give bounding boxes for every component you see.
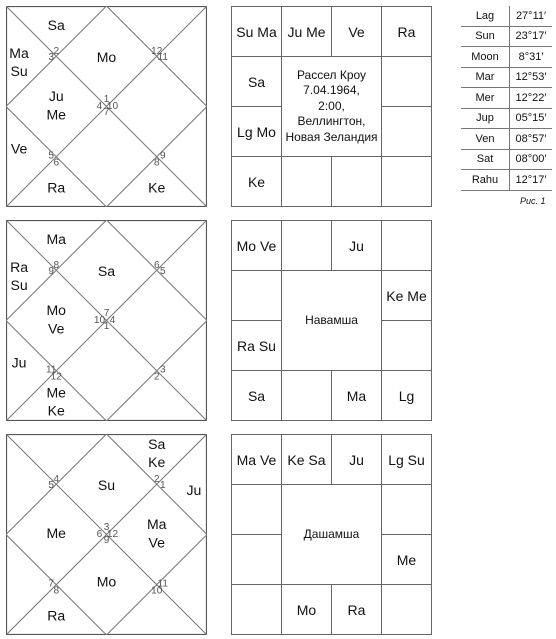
navamsha-cell	[382, 321, 432, 371]
planet-degree: 27°11′	[510, 6, 553, 26]
house-number: 11	[46, 364, 57, 376]
planet-label: Ma	[146, 516, 167, 533]
house-number: 9	[48, 265, 55, 277]
house-number: 3	[159, 364, 166, 376]
house-number: 4	[96, 101, 103, 113]
planet-label: Ke	[148, 453, 166, 470]
house-number: 11	[157, 51, 168, 63]
house-number: 2	[153, 473, 160, 485]
house-number: 7	[103, 107, 110, 119]
house-number: 6	[96, 529, 103, 541]
house-number: 3	[103, 522, 110, 534]
table-row	[461, 129, 552, 150]
dashamsha-cell	[232, 485, 282, 535]
house-number: 8	[53, 259, 60, 271]
planet-degrees-table	[461, 6, 552, 191]
planet-label: Ju	[11, 354, 27, 371]
house-number: 12	[151, 45, 163, 57]
rasi-cell: Ju Me	[282, 7, 332, 57]
house-number: 6	[53, 157, 60, 169]
planet-label: Ve	[10, 140, 28, 157]
dashamsha-title	[282, 485, 382, 585]
planet-name: Ven	[461, 129, 510, 150]
house-number: 8	[153, 157, 160, 169]
rasi-cell: Ra	[382, 7, 432, 57]
planet-label: Me	[46, 384, 67, 401]
planet-label: Ra	[47, 607, 66, 624]
house-number: 1	[103, 321, 110, 333]
navamsha-cell: Sa	[232, 371, 282, 421]
rasi-birth-info	[282, 57, 382, 157]
planet-label: Ke	[47, 402, 65, 419]
dashamsha-cell: Ma Ve	[232, 435, 282, 485]
house-number: 3	[48, 51, 55, 63]
dashamsha-square-chart	[231, 434, 432, 635]
planet-label: Sa	[97, 262, 116, 279]
house-number: 5	[48, 150, 55, 162]
house-number: 5	[48, 479, 55, 491]
planet-label: Ju	[186, 482, 202, 499]
navamsha-cell: Ke Me	[382, 271, 432, 321]
rasi-cell: Su Ma	[232, 7, 282, 57]
planet-label: Me	[46, 525, 67, 542]
navamsha-cell: Mo Ve	[232, 221, 282, 271]
house-number: 8	[53, 585, 60, 597]
navamsha-label: Навамша	[305, 312, 358, 327]
dashamsha-cell: Ju	[332, 435, 382, 485]
dashamsha-label: Дашамша	[303, 526, 360, 541]
dashamsha-cell	[232, 585, 282, 635]
house-number: 4	[109, 315, 116, 327]
planet-label: Ra	[47, 179, 66, 196]
navamsha-cell	[282, 221, 332, 271]
rasi-cell: Ke	[232, 157, 282, 207]
rasi-cell	[332, 157, 382, 207]
table-row	[461, 47, 552, 68]
planet-degree: 12°17′	[510, 170, 553, 191]
planet-degree: 12°53′	[510, 67, 553, 88]
rasi-cell: Sa	[232, 57, 282, 107]
planet-label: Ve	[148, 534, 165, 551]
dashamsha-cell	[382, 585, 432, 635]
planet-name: Sun	[461, 26, 510, 47]
planet-name: Rahu	[461, 170, 510, 191]
navamsha-cell	[232, 271, 282, 321]
dashamsha-cell: Mo	[282, 585, 332, 635]
dashamsha-cell	[232, 535, 282, 585]
planet-label: Ju	[48, 88, 64, 105]
house-number: 10	[93, 315, 106, 327]
house-number: 4	[53, 473, 60, 485]
table-row	[461, 26, 552, 47]
planet-label: Su	[97, 476, 116, 493]
navamsha-cell: Ju	[332, 221, 382, 271]
rasi-cell	[382, 57, 432, 107]
dashamsha-cell: Me	[382, 535, 432, 585]
table-row	[461, 149, 552, 170]
planet-label: Mo	[46, 302, 67, 319]
house-number: 2	[153, 371, 160, 383]
dashamsha-cell: Ke Sa	[282, 435, 332, 485]
table-row	[461, 170, 552, 191]
figure-caption: Рис. 1	[520, 196, 546, 206]
planet-degree: 23°17′	[510, 26, 553, 47]
planet-label: Ma	[9, 44, 29, 61]
planet-name: Mer	[461, 88, 510, 109]
rasi-cell: Lg Mo	[232, 107, 282, 157]
navamsha-cell	[382, 221, 432, 271]
navamsha-cell: Lg	[382, 371, 432, 421]
house-number: 7	[103, 308, 110, 320]
planet-label: Sa	[47, 16, 65, 33]
planet-name: Mar	[461, 67, 510, 88]
house-number: 1	[159, 479, 166, 491]
house-number: 7	[48, 578, 55, 590]
rasi-diamond-chart	[6, 6, 207, 207]
house-number: 6	[153, 259, 160, 271]
house-number: 12	[106, 529, 119, 541]
navamsha-title	[282, 271, 382, 371]
planet-degree: 08°00′	[510, 149, 553, 170]
planet-label: Ve	[48, 320, 65, 337]
planet-label: Ke	[148, 179, 166, 196]
planet-label: Ma	[46, 230, 67, 247]
dashamsha-cell: Ra	[332, 585, 382, 635]
planet-name: Moon	[461, 47, 510, 68]
house-number: 10	[106, 101, 119, 113]
house-number: 9	[103, 535, 110, 547]
house-number: 2	[53, 45, 60, 57]
rasi-cell	[282, 157, 332, 207]
planet-name: Sat	[461, 149, 510, 170]
house-number: 5	[159, 265, 166, 277]
table-row	[461, 88, 552, 109]
dashamsha-diamond-chart	[6, 434, 207, 635]
planet-degree: 08°57′	[510, 129, 553, 150]
rasi-cell: Ve	[332, 7, 382, 57]
house-number: 10	[151, 585, 163, 597]
table-row	[461, 67, 552, 88]
table-row	[461, 108, 552, 129]
rasi-cell	[382, 107, 432, 157]
rasi-square-chart	[231, 6, 432, 207]
planet-label: Sa	[148, 435, 166, 452]
birth-info-text: Рассел Кроу 7.04.1964, 2:00, Веллингтон, Новая Зеландия	[285, 67, 378, 144]
planet-name: Lag	[461, 6, 510, 26]
navamsha-diamond-chart	[6, 220, 207, 421]
planet-name: Jup	[461, 108, 510, 129]
dashamsha-cell: Lg Su	[382, 435, 432, 485]
house-number: 11	[157, 578, 168, 590]
planet-label: Su	[10, 277, 28, 294]
navamsha-cell: Ra Su	[232, 321, 282, 371]
house-number: 12	[50, 371, 62, 383]
planet-label: Ra	[10, 258, 29, 275]
planet-degree: 05°15′	[510, 108, 553, 129]
planet-degree: 12°22′	[510, 88, 553, 109]
planet-label: Mo	[96, 48, 117, 65]
navamsha-cell	[282, 371, 332, 421]
rasi-cell	[382, 157, 432, 207]
house-number: 1	[103, 94, 110, 106]
house-number: 9	[159, 150, 166, 162]
dashamsha-cell	[382, 485, 432, 535]
planet-degree: 8°31′	[510, 47, 553, 68]
planet-label: Mo	[96, 573, 117, 590]
planet-label: Me	[46, 106, 67, 123]
navamsha-square-chart	[231, 220, 432, 421]
table-row	[461, 6, 552, 26]
navamsha-cell: Ma	[332, 371, 382, 421]
planet-label: Su	[10, 63, 28, 80]
